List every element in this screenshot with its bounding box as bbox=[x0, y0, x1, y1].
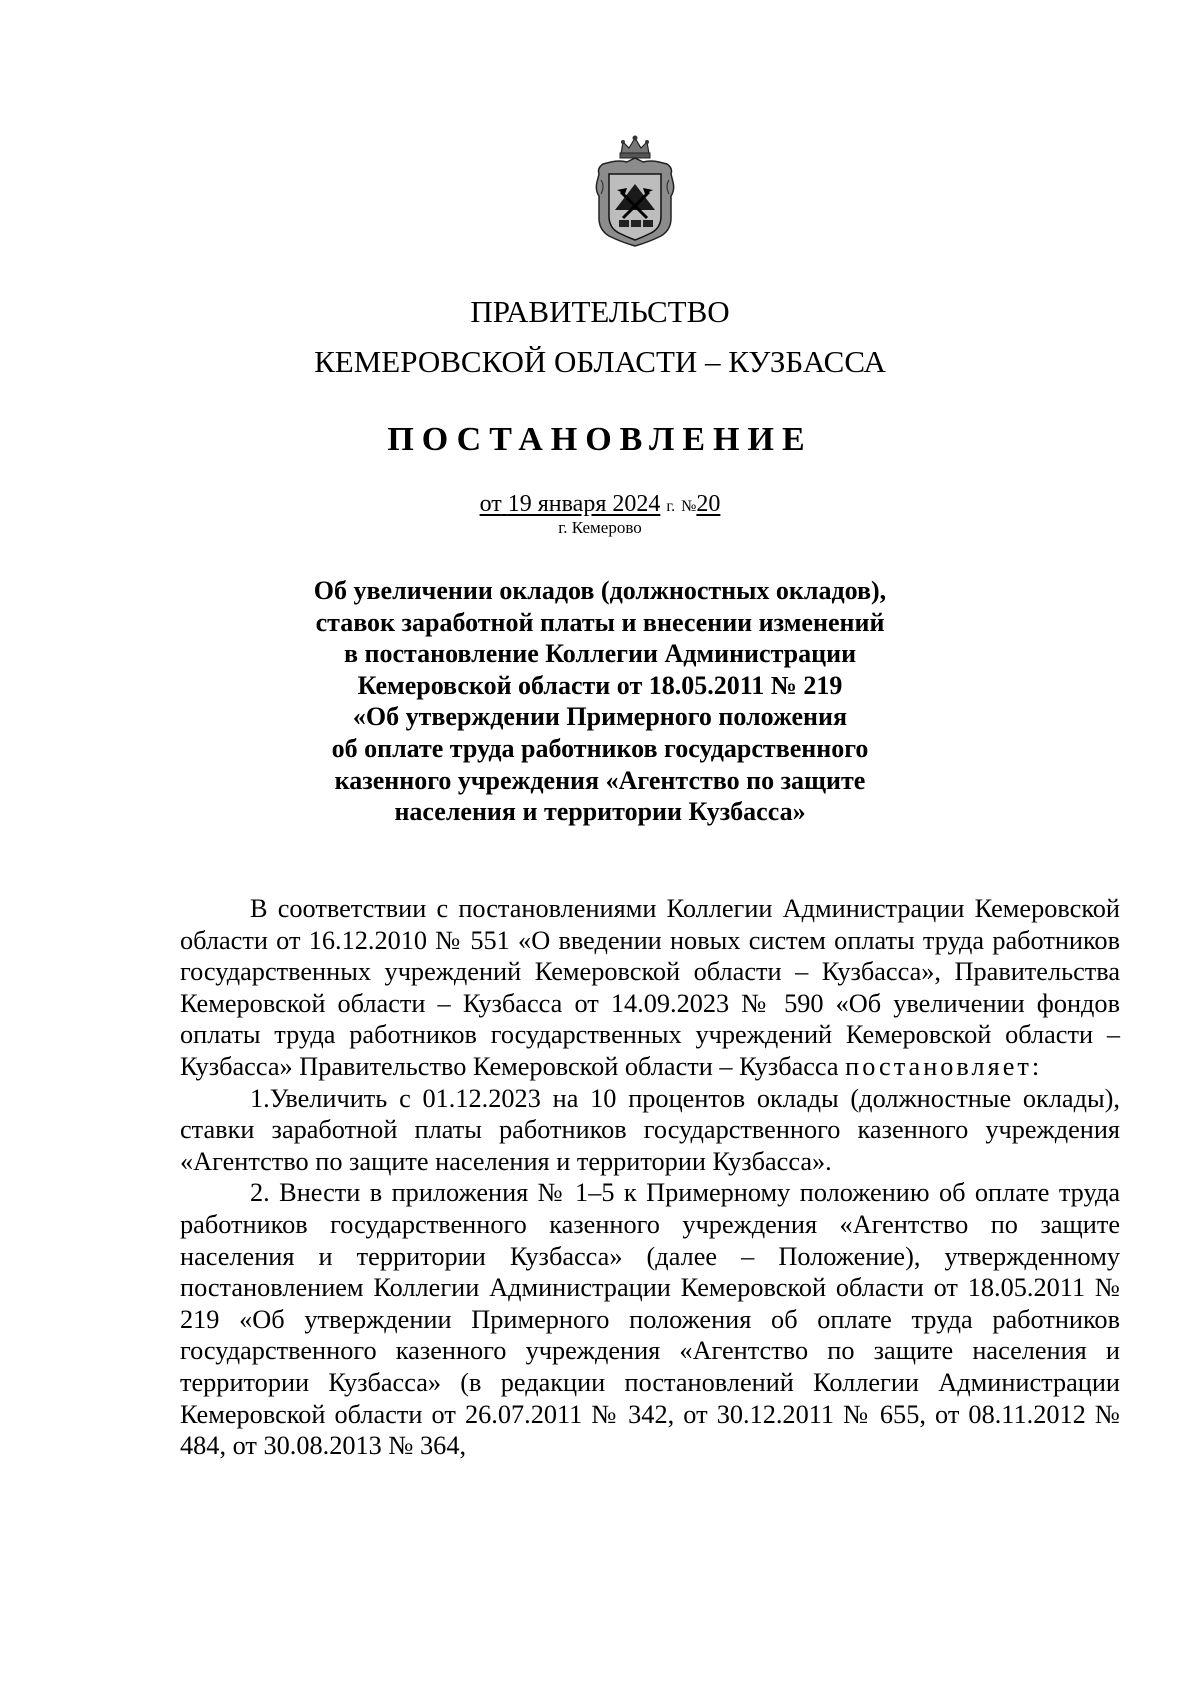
document-title bbox=[300, 575, 900, 828]
date-value: 19 января 2024 bbox=[507, 491, 661, 517]
date-prefix: от bbox=[479, 491, 502, 517]
title-line: в постановление Коллегии Администрации bbox=[343, 639, 857, 669]
resolves-word: постановляет bbox=[845, 1051, 1032, 1081]
document-type: ПОСТАНОВЛЕНИЕ bbox=[387, 421, 813, 458]
preamble-paragraph bbox=[180, 893, 1120, 1083]
document-number: 20 bbox=[696, 491, 721, 517]
year-suffix: г. bbox=[666, 498, 676, 515]
title-line: об оплате труда работников государственного bbox=[331, 733, 869, 763]
document-body bbox=[180, 893, 1120, 1462]
title-line: «Об утверждении Примерного положения bbox=[352, 702, 848, 732]
date-field bbox=[480, 491, 661, 517]
title-line: казенного учреждения «Агентство по защите bbox=[334, 765, 866, 795]
government-name-line2: КЕМЕРОВСКОЙ ОБЛАСТИ – КУЗБАССА bbox=[314, 344, 886, 379]
title-line: Кемеровской области от 18.05.2011 № 219 bbox=[357, 670, 843, 700]
clause-1-paragraph: 1.Увеличить с 01.12.2023 на 10 процентов оклады (должностные оклады), ставки заработной платы работников государственного казенного учреждения «Агентство по защите населения и территории Кузбасса». bbox=[180, 1083, 1120, 1176]
clause-2-paragraph: 2. Внести в приложения № 1–5 к Примерному положению об оплате труда работников государственного казенного учреждения «Агентство по защите населения и территории Кузбасса» (далее – Положение), утвержденному постановлением Коллегии Администрации Кемеровской области от 18.05.2011 № 219 «Об утверждении Примерного положения об оплате труда работников государственного казенного учреждения «Агентство по защите населения и территории Кузбасса» (в редакции постановлений Коллегии Администрации Кемеровской области от 26.07.2011 № 342, от 30.12.2011 № 655, от 08.11.2012 № 484, от 30.08.2013 № 364, bbox=[180, 1178, 1120, 1461]
preamble-text: В соответствии с постановлениями Коллегии Администрации Кемеровской области от 16.12.2010 № 551 «О введении новых систем оплаты труда работников государственных учреждений Кемеровской области – Кузбасса», Правительства Кемеровской области – Кузбасса от 14.09.2023 № 590 «Об увеличении фондов оплаты труда работников государственных учреждений Кемеровской области – Кузбасса» Правительство Кемеровской области – Кузбасса bbox=[180, 894, 1120, 1081]
title-line: населения и территории Кузбасса» bbox=[394, 797, 806, 827]
city-name: г. Кемерово bbox=[558, 518, 642, 537]
title-line: ставок заработной платы и внесении изменений bbox=[315, 607, 885, 637]
number-sign: № bbox=[681, 498, 697, 515]
preamble-colon: : bbox=[1031, 1051, 1040, 1081]
government-name-line1: ПРАВИТЕЛЬСТВО bbox=[470, 294, 730, 329]
kemerovo-coat-of-arms-icon bbox=[589, 134, 682, 248]
title-line: Об увеличении окладов (должностных окладов), bbox=[313, 576, 887, 605]
